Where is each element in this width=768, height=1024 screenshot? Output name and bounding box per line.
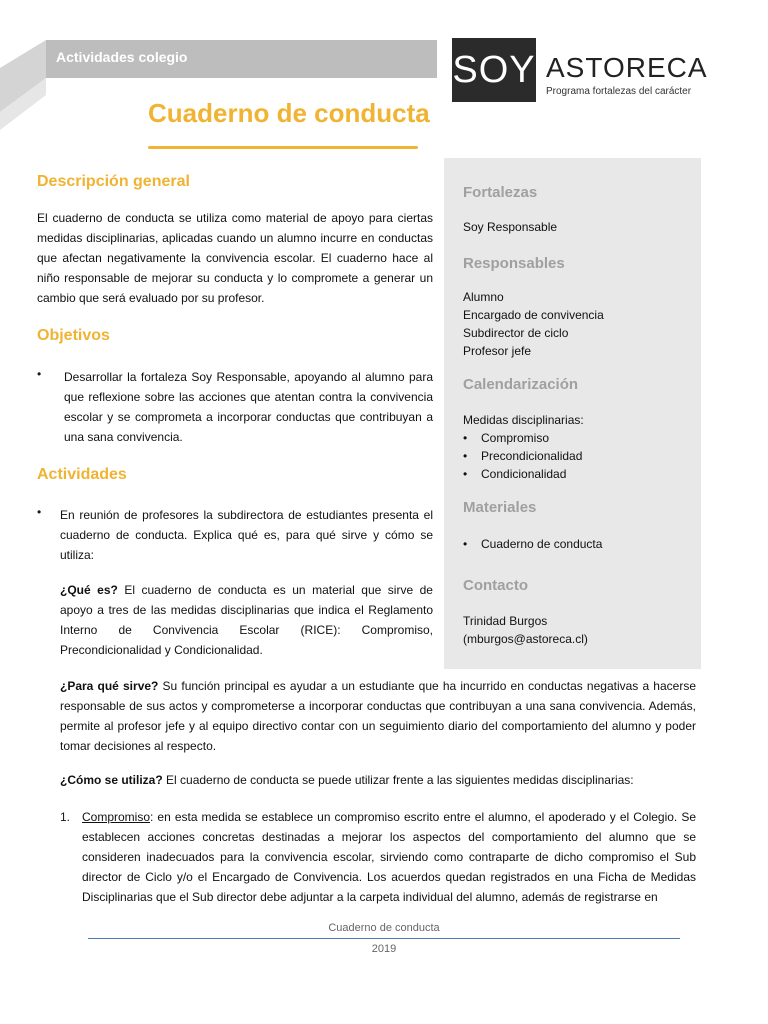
list-item: • Precondicionalidad — [463, 447, 582, 465]
item-number: 1. — [60, 810, 71, 824]
sidebar-materiales-list — [463, 535, 602, 553]
sidebar-heading-calendarizacion: Calendarización — [463, 376, 579, 393]
sidebar-heading-fortalezas: Fortalezas — [463, 184, 538, 201]
sidebar-responsables-list — [463, 288, 604, 360]
list-item: Alumno — [463, 290, 504, 304]
heading-actividades: Actividades — [37, 466, 127, 483]
info-sidebar — [444, 158, 701, 669]
list-item: Profesor jefe — [463, 344, 532, 358]
page-title: Cuaderno de conducta — [148, 98, 430, 128]
descripcion-text: El cuaderno de conducta se utiliza como material de apoyo para ciertas medidas disciplinarias, aplicadas cuando un alumno incurre en conductas que afectan negativamente la convivencia escolar. El cuaderno hace al niño responsable de mejorar su conducta y lo compromete a generar un cambio que será evaluado por su profesor. — [37, 211, 433, 305]
list-item: • Compromiso — [463, 429, 582, 447]
list-item: • Condicionalidad — [463, 465, 582, 483]
heading-objetivos: Objetivos — [37, 327, 110, 344]
sidebar-calendarizacion-intro: Medidas disciplinarias: — [463, 413, 584, 427]
sidebar-heading-contacto: Contacto — [463, 577, 528, 594]
que-es-label: ¿Qué es? — [60, 583, 118, 597]
sidebar-heading-responsables: Responsables — [463, 255, 565, 272]
bullet-icon: • — [37, 367, 42, 381]
sidebar-fortaleza-value: Soy Responsable — [463, 220, 558, 234]
contact-name: Trinidad Burgos — [463, 614, 548, 628]
footer-divider — [88, 938, 680, 939]
para-que-label: ¿Para qué sirve? — [60, 679, 159, 693]
bullet-icon: • — [37, 505, 42, 519]
que-es-text: El cuaderno de conducta es un material que sirve de apoyo a tres de las medidas disciplinarias que indica el Reglamento Interno de Convivencia Escolar (RICE): Compromiso, Precondicionalidad y Condicionalidad. — [60, 583, 433, 657]
compromiso-label: Compromiso — [82, 810, 151, 824]
para-que-text: Su función principal es ayudar a un estudiante que ha incurrido en conductas negativas a hacerse responsable de sus actos y comprometerse a incorporar conductas que contribuyan a una sana convivencia. Además, permite al profesor jefe y al equipo directivo contar con un seguimiento diario del comportamiento del alumno y poder tomar decisiones al respecto. — [60, 679, 696, 753]
title-underline — [148, 146, 418, 149]
logo-subtitle: Programa fortalezas del carácter — [546, 86, 692, 97]
list-item: • Cuaderno de conducta — [463, 535, 602, 553]
sidebar-contacto — [463, 612, 588, 648]
compromiso-text: : en esta medida se establece un compromiso escrito entre el alumno, el apoderado y el Colegio. Se establecen acciones concretas destinadas a mejorar los aspectos del comportamiento del alumno que se consideren inadecuados para la convivencia escolar, sirviendo como contraparte de dicho compromiso el Sub director de Ciclo y/o el Encargado de Convivencia. Los acuerdos quedan registrados en una Ficha de Medidas Disciplinarias que el Sub director debe adjuntar a la carpeta individual del alumno, además de registrarse en — [82, 810, 696, 904]
para-que-paragraph — [60, 676, 696, 756]
footer-title: Cuaderno de conducta — [328, 922, 440, 934]
como-text: El cuaderno de conducta se puede utilizar frente a las siguientes medidas disciplinarias: — [162, 773, 634, 787]
como-label: ¿Cómo se utiliza? — [60, 773, 163, 787]
heading-descripcion: Descripción general — [37, 173, 190, 190]
category-label: Actividades colegio — [56, 49, 188, 65]
category-band — [46, 40, 437, 78]
contact-email: (mburgos@astoreca.cl) — [463, 632, 588, 646]
footer-year: 2019 — [371, 943, 397, 955]
sidebar-medidas-list — [463, 429, 582, 483]
como-paragraph — [60, 770, 696, 790]
astoreca-logo — [452, 38, 708, 102]
sidebar-heading-materiales: Materiales — [463, 499, 537, 516]
objetivos-text: Desarrollar la fortaleza Soy Responsable, apoyando al alumno para que reflexione sobre las acciones que atentan contra la convivencia escolar y se comprometa a incorporar conductas que contribuyan a una sana convivencia. — [64, 370, 433, 444]
que-es-paragraph — [60, 580, 433, 660]
logo-astoreca: ASTORECA — [546, 52, 708, 83]
logo-soy: SOY — [452, 38, 536, 102]
list-item: Subdirector de ciclo — [463, 326, 569, 340]
compromiso-paragraph — [82, 807, 696, 907]
list-item: Encargado de convivencia — [463, 308, 604, 322]
actividades-intro: En reunión de profesores la subdirectora de estudiantes presenta el cuaderno de conducta. Explica qué es, para qué sirve y cómo se utiliza: — [60, 508, 433, 562]
